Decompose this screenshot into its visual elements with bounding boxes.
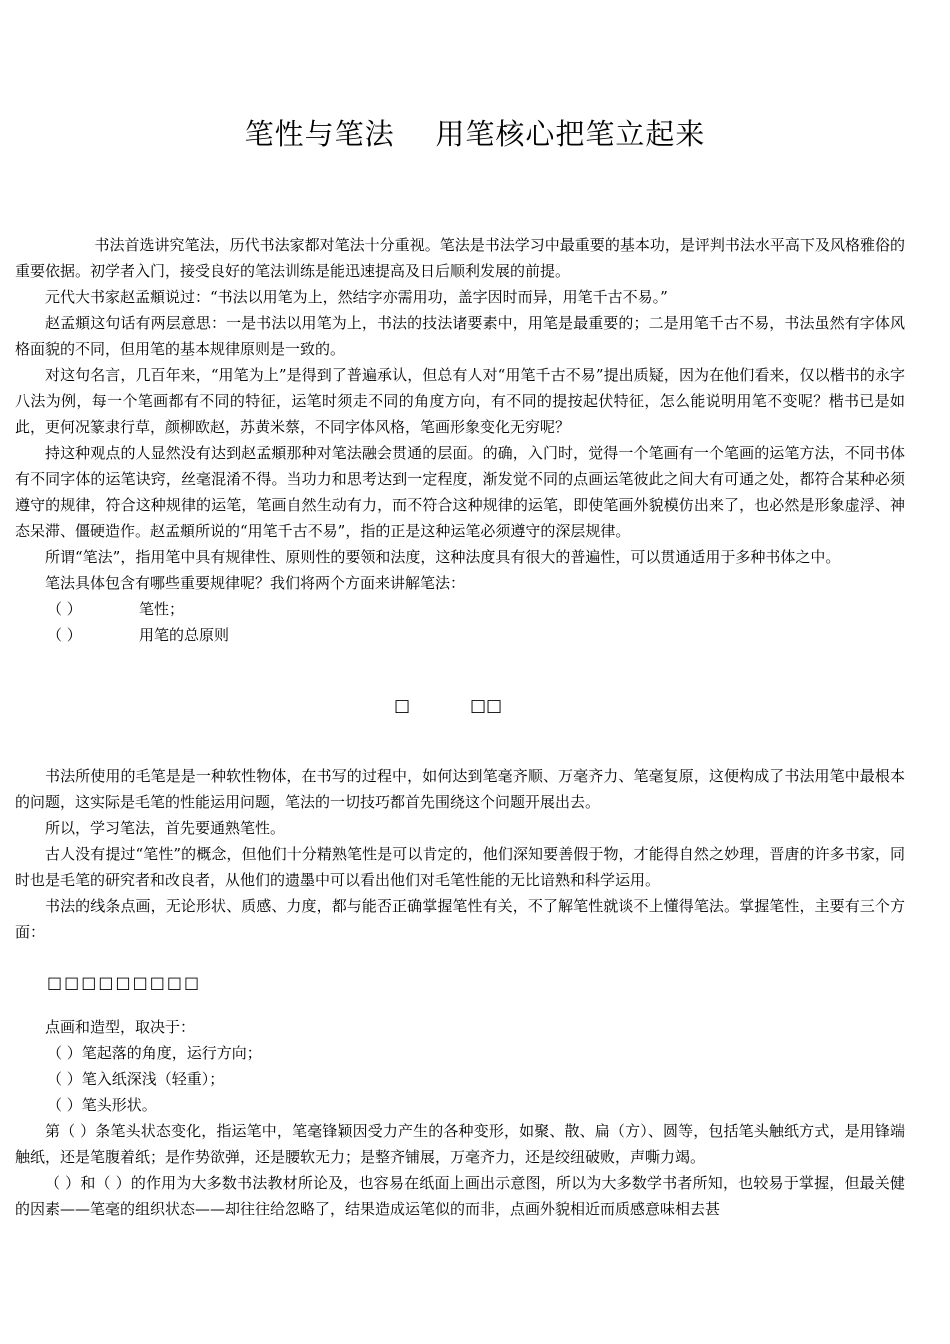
paragraph: 对这句名言，几百年来，“用笔为上”是得到了普遍承认，但总有人对“用笔千古不易”提出质疑，因为在他们看来，仅以楷书的永字八法为例，每一个笔画都有不同的特征，运笔时须走不同的角度方向，有不同的提按起伏特征，怎么能说明用笔不变呢？楷书已是如此，更何况篆隶行草，颜柳欧赵，苏黄米蔡，不同字体风格，笔画形象变化无穷呢？ xyxy=(15,366,905,436)
paragraph: 赵孟頫这句话有两层意思：一是书法以用笔为上，书法的技法诸要素中，用笔是最重要的；二是用笔千古不易，书法虽然有字体风格面貌的不同，但用笔的基本规律原则是一致的。 xyxy=(15,314,905,358)
list-item-text: 用笔的总原则 xyxy=(139,626,230,644)
list-item-number: （ ） xyxy=(47,626,82,644)
paragraph: 古人没有提过“笔性”的概念，但他们十分精熟笔性是可以肯定的，他们深知要善假于物，才能得自然之妙理，晋唐的许多书家，同时也是毛笔的研究者和改良者，从他们的遗墨中可以看出他们对毛笔性能的无比谙熟和科学运用。 xyxy=(15,845,905,889)
section-three xyxy=(15,1014,905,1222)
section-heading-glyph: □ xyxy=(394,696,411,716)
paragraph: 书法的线条点画，无论形状、质感、力度，都与能否正确掌握笔性有关，不了解笔性就谈不上懂得笔法。掌握笔性，主要有三个方面： xyxy=(15,897,905,941)
paragraph: 元代大书家赵孟頫说过：“书法以用笔为上，然结字亦需用功，盖字因时而异，用笔千古不易。” xyxy=(45,288,668,306)
paragraph: 第（ ）条笔头状态变化，指运笔中，笔毫锋颖因受力产生的各种变形，如聚、散、扁（方）、圆等，包括笔头触纸方式，是用锋端触纸，还是笔腹着纸；是作势欲弹，还是腰软无力；是整齐铺展，万毫齐力，还是绞纽破败，声嘶力竭。 xyxy=(15,1122,905,1166)
paragraph: 书法所使用的毛笔是是一种软性物体，在书写的过程中，如何达到笔毫齐顺、万毫齐力、笔毫复原，这便构成了书法用笔中最根本的问题，这实际是毛笔的性能运用问题，笔法的一切技巧都首先围绕这个问题开展出去。 xyxy=(15,767,905,811)
section-two xyxy=(15,763,905,945)
intro-section xyxy=(15,232,905,648)
list-item: （ ）笔头形状。 xyxy=(47,1096,157,1114)
list-item-text: 笔性； xyxy=(139,600,185,618)
list-item: （ ）笔入纸深浅（轻重）； xyxy=(47,1070,225,1088)
list-item-number: （ ） xyxy=(47,600,82,618)
paragraph: 笔法具体包含有哪些重要规律呢？我们将两个方面来讲解笔法： xyxy=(45,574,466,592)
page-title: 笔性与笔法 用笔核心把笔立起来 xyxy=(244,117,706,151)
list-item xyxy=(15,622,905,648)
paragraph: 所谓“笔法”，指用笔中具有规律性、原则性的要领和法度，这种法度具有很大的普遍性，可以贯通适用于多种书体之中。 xyxy=(45,548,841,566)
paragraph: （ ）和（ ）的作用为大多数书法教材所论及，也容易在纸面上画出示意图，所以为大多数学书者所知，也较易于掌握，但最关健的因素——笔毫的组织状态——却往往给忽略了，结果造成运笔似的而非，点画外貌相近而质感意味相去甚 xyxy=(15,1174,905,1218)
paragraph: 所以，学习笔法，首先要通熟笔性。 xyxy=(45,819,286,837)
list-item: （ ）笔起落的角度，运行方向； xyxy=(47,1044,262,1062)
paragraph: 点画和造型，取决于： xyxy=(45,1018,196,1036)
paragraph: 持这种观点的人显然没有达到赵孟頫那种对笔法融会贯通的层面。的确，入门时，觉得一个笔画有一个笔画的运笔方法，不同书体有不同字体的运笔诀窍，丝毫混淆不得。当功力和思考达到一定程度，渐发觉不同的点画运笔彼此之间大有可通之处，都符合某种必须遵守的规律，符合这种规律的运笔，笔画自然生动有力，而不符合这种规律的运笔，即使笔画外貌模仿出来了，也必然是形象虚浮、神态呆滞、僵硬造作。赵孟頫所说的“用笔千古不易”，指的正是这种运笔必须遵守的深层规律。 xyxy=(15,444,905,540)
paragraph: 书法首选讲究笔法，历代书法家都对笔法十分重视。笔法是书法学习中最重要的基本功，是评判书法水平高下及风格雅俗的重要依据。初学者入门，接受良好的笔法训练是能迅速提高及日后顺利发展的前提。 xyxy=(15,236,905,280)
section-heading-glyph: □□ xyxy=(470,696,503,716)
list-item xyxy=(15,596,905,622)
sub-heading: □□□□□□□□□ xyxy=(47,973,202,992)
